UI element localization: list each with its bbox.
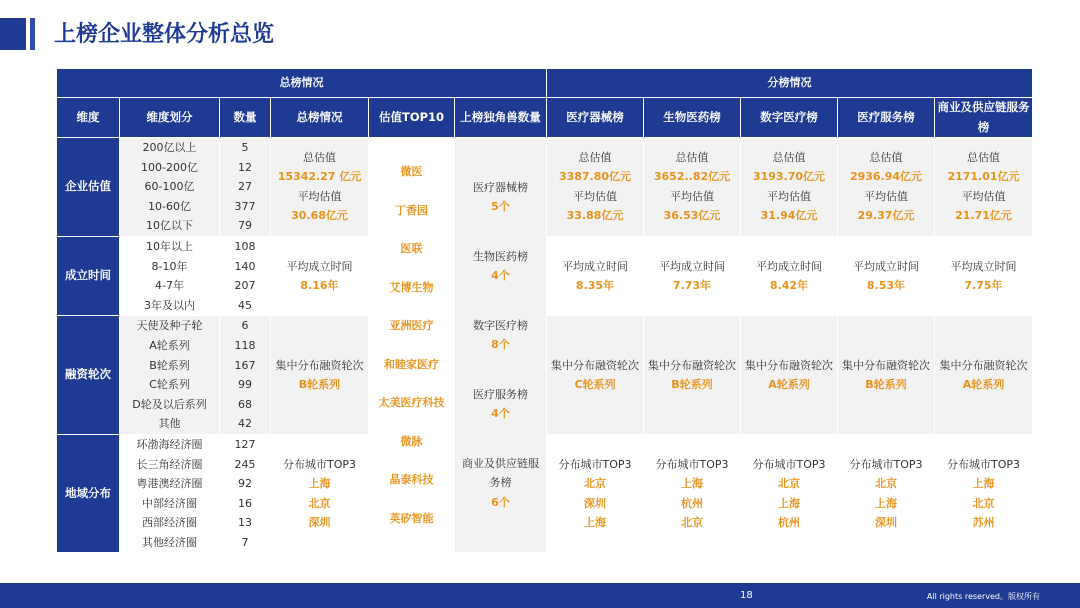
summary-value: 2936.94亿元 xyxy=(849,170,923,184)
summary-value: 30.68亿元 xyxy=(291,209,348,223)
city-value: 上海 xyxy=(972,477,995,491)
summary-value: 8.42年 xyxy=(769,279,809,293)
city-value: 北京 xyxy=(778,477,800,491)
summary-label: 集中分布融资轮次 xyxy=(842,358,930,372)
city-value: 杭州 xyxy=(681,496,703,510)
summary-value: A轮系列 xyxy=(962,378,1005,392)
division-label: 100-200亿 xyxy=(141,160,198,174)
count-value: 207 xyxy=(234,279,256,293)
city-value: 上海 xyxy=(778,496,800,510)
division-label: 其他经济圈 xyxy=(142,535,197,549)
col-header-total: 总榜情况 xyxy=(271,98,369,138)
summary-label: 平均成立时间 xyxy=(659,259,725,273)
summary-value: 3652..82亿元 xyxy=(653,170,731,184)
summary-label: 分布城市TOP3 xyxy=(655,457,729,471)
division-label: 3年及以内 xyxy=(144,298,195,312)
city-value: 深圳 xyxy=(584,496,606,510)
division-label: 粤港澳经济圈 xyxy=(136,477,203,491)
division-list xyxy=(120,138,220,237)
summary-label: 总估值 xyxy=(578,150,612,164)
top10-item: 丁香园 xyxy=(395,203,428,217)
division-label: 中部经济圈 xyxy=(142,496,197,510)
col-header-digital: 数字医疗榜 xyxy=(741,98,838,138)
division-label: A轮系列 xyxy=(149,338,190,352)
sub-summary-biopharma xyxy=(644,138,741,237)
division-list xyxy=(120,316,220,435)
top10-item: 英矽智能 xyxy=(389,511,434,525)
count-value: 167 xyxy=(234,358,256,372)
summary-value: 2171.01亿元 xyxy=(947,170,1020,184)
col-header-count: 数量 xyxy=(220,98,271,138)
total-summary xyxy=(271,236,369,315)
count-value: 92 xyxy=(238,477,252,491)
sub-summary-devices xyxy=(547,434,644,553)
city-value: 北京 xyxy=(584,477,606,491)
sub-summary-digital xyxy=(741,434,838,553)
count-value: 42 xyxy=(238,417,252,431)
division-list xyxy=(120,236,220,315)
unicorn-board: 商业及供应链服务榜 xyxy=(462,456,539,490)
summary-label: 总估值 xyxy=(772,150,806,164)
summary-label: 集中分布融资轮次 xyxy=(275,358,364,372)
copyright-notice: All rights reserved。版权所有 xyxy=(926,592,1040,601)
summary-label: 平均成立时间 xyxy=(853,259,919,273)
col-header-services: 医疗服务榜 xyxy=(838,98,935,138)
division-label: 10-60亿 xyxy=(148,199,191,213)
overview-table xyxy=(56,68,1033,553)
division-label: 西部经济圈 xyxy=(142,516,197,530)
summary-label: 集中分布融资轮次 xyxy=(745,358,833,372)
division-label: D轮及以后系列 xyxy=(132,397,207,411)
count-value: 108 xyxy=(234,239,256,253)
sub-summary-devices xyxy=(547,236,644,315)
summary-value: 21.71亿元 xyxy=(955,209,1012,223)
sub-summary-supply xyxy=(935,138,1033,237)
group-header-row xyxy=(57,69,1033,98)
city-value: 上海 xyxy=(308,477,331,491)
unicorn-count: 4个 xyxy=(491,407,510,421)
sub-summary-services xyxy=(838,138,935,237)
count-value: 140 xyxy=(234,259,256,273)
sub-summary-digital xyxy=(741,138,838,237)
summary-value: 29.37亿元 xyxy=(857,209,915,223)
summary-label: 平均成立时间 xyxy=(756,259,822,273)
division-label: C轮系列 xyxy=(149,378,190,392)
top10-item: 亚洲医疗 xyxy=(389,319,434,333)
total-summary xyxy=(271,138,369,237)
summary-value: 8.35年 xyxy=(575,279,615,293)
dimension-cell: 融资轮次 xyxy=(57,316,120,435)
top10-item: 和睦家医疗 xyxy=(384,357,439,371)
total-summary xyxy=(271,316,369,435)
sub-summary-supply xyxy=(935,236,1033,315)
summary-value: B轮系列 xyxy=(865,378,907,392)
summary-value: 3387.80亿元 xyxy=(558,170,632,184)
summary-value: 36.53亿元 xyxy=(663,209,721,223)
col-header-top10: 估值TOP10 xyxy=(369,98,455,138)
column-header-row xyxy=(57,98,1033,138)
unicorn-list xyxy=(455,138,547,553)
unicorn-board: 医疗服务榜 xyxy=(473,387,528,401)
city-value: 上海 xyxy=(875,496,897,510)
count-value: 5 xyxy=(241,141,249,154)
page-number: 18 xyxy=(740,590,753,601)
count-value: 6 xyxy=(241,319,249,333)
sub-summary-digital xyxy=(741,316,838,435)
summary-value: C轮系列 xyxy=(574,378,616,392)
summary-label: 总估值 xyxy=(303,150,336,164)
count-list xyxy=(220,138,271,237)
group-header-total: 总榜情况 xyxy=(57,69,547,98)
division-label: 其他 xyxy=(158,417,181,431)
sub-summary-biopharma xyxy=(644,236,741,315)
summary-label: 平均估值 xyxy=(864,189,908,203)
summary-label: 平均估值 xyxy=(767,189,811,203)
unicorn-count: 8个 xyxy=(491,338,510,352)
top10-item: 晶泰科技 xyxy=(389,473,434,487)
unicorn-entry xyxy=(473,247,528,286)
summary-value: 8.16年 xyxy=(300,279,339,293)
footer-bar xyxy=(0,583,1080,608)
city-value: 苏州 xyxy=(972,516,995,530)
summary-label: 平均成立时间 xyxy=(562,259,628,273)
sub-summary-supply xyxy=(935,316,1033,435)
col-header-devices: 医疗器械榜 xyxy=(547,98,644,138)
summary-label: 平均估值 xyxy=(297,189,342,203)
city-value: 北京 xyxy=(875,477,897,491)
count-value: 99 xyxy=(238,378,252,392)
division-label: 10亿以下 xyxy=(146,219,193,233)
count-value: 7 xyxy=(241,535,249,549)
count-value: 16 xyxy=(238,496,252,510)
count-list xyxy=(220,236,271,315)
count-value: 127 xyxy=(234,437,256,451)
summary-value: 15342.27 亿元 xyxy=(277,170,362,184)
summary-label: 分布城市TOP3 xyxy=(946,457,1020,471)
summary-value: 7.75年 xyxy=(964,279,1003,293)
city-value: 北京 xyxy=(972,496,995,510)
city-value: 上海 xyxy=(681,477,703,491)
summary-label: 集中分布融资轮次 xyxy=(648,358,736,372)
summary-value: 3193.70亿元 xyxy=(752,170,826,184)
top10-list xyxy=(369,138,455,553)
summary-label: 总估值 xyxy=(967,150,1000,164)
unicorn-entry xyxy=(473,316,528,355)
sub-summary-supply xyxy=(935,434,1033,553)
count-list xyxy=(220,434,271,553)
count-value: 79 xyxy=(238,219,252,233)
division-label: 10年以上 xyxy=(146,239,193,253)
count-value: 12 xyxy=(238,160,252,174)
city-value: 杭州 xyxy=(778,516,800,530)
count-value: 377 xyxy=(234,199,256,213)
group-header-sub: 分榜情况 xyxy=(547,69,1033,98)
division-label: 长三角经济圈 xyxy=(136,457,203,471)
count-value: 13 xyxy=(238,516,252,530)
city-value: 北京 xyxy=(308,496,331,510)
city-value: 上海 xyxy=(584,516,606,530)
unicorn-count: 6个 xyxy=(491,495,510,509)
summary-label: 总估值 xyxy=(675,150,709,164)
summary-label: 平均估值 xyxy=(573,189,617,203)
col-header-supply: 商业及供应链服务榜 xyxy=(935,98,1033,138)
dimension-cell: 企业估值 xyxy=(57,138,120,237)
division-list xyxy=(120,434,220,553)
top10-item: 医联 xyxy=(400,242,423,256)
top10-item: 微脉 xyxy=(400,434,423,448)
summary-label: 集中分布融资轮次 xyxy=(551,358,639,372)
division-label: 60-100亿 xyxy=(144,180,195,194)
summary-value: 31.94亿元 xyxy=(760,209,818,223)
col-header-division: 维度划分 xyxy=(120,98,220,138)
summary-value: A轮系列 xyxy=(768,378,810,392)
count-value: 45 xyxy=(238,298,252,312)
summary-label: 平均成立时间 xyxy=(950,259,1017,273)
summary-value: 7.73年 xyxy=(672,279,712,293)
col-header-biopharma: 生物医药榜 xyxy=(644,98,741,138)
section-valuation xyxy=(57,138,1033,237)
division-label: 8-10年 xyxy=(151,259,188,273)
summary-label: 总估值 xyxy=(869,150,903,164)
top10-item: 艾博生物 xyxy=(389,280,434,294)
sub-summary-services xyxy=(838,316,935,435)
division-label: 4-7年 xyxy=(155,279,184,293)
division-label: B轮系列 xyxy=(149,358,190,372)
unicorn-board: 医疗器械榜 xyxy=(473,180,528,194)
count-value: 27 xyxy=(238,180,252,194)
sub-summary-services xyxy=(838,236,935,315)
unicorn-count: 4个 xyxy=(491,269,510,283)
top10-item: 太美医疗科技 xyxy=(378,396,445,410)
summary-value: B轮系列 xyxy=(671,378,713,392)
count-list xyxy=(220,316,271,435)
sub-summary-devices xyxy=(547,316,644,435)
unicorn-entry xyxy=(473,385,528,424)
summary-label: 分布城市TOP3 xyxy=(752,457,826,471)
summary-label: 平均估值 xyxy=(670,189,714,203)
unicorn-board: 数字医疗榜 xyxy=(473,318,528,332)
summary-label: 分布城市TOP3 xyxy=(558,457,632,471)
title-accent-bar xyxy=(0,18,26,50)
city-value: 深圳 xyxy=(875,516,897,530)
count-value: 118 xyxy=(234,338,256,352)
count-value: 245 xyxy=(234,457,256,471)
summary-label: 分布城市TOP3 xyxy=(282,457,356,471)
division-label: 环渤海经济圈 xyxy=(136,437,203,451)
unicorn-entry xyxy=(460,454,542,513)
total-summary xyxy=(271,434,369,553)
sub-summary-biopharma xyxy=(644,434,741,553)
dimension-cell: 成立时间 xyxy=(57,236,120,315)
summary-label: 平均估值 xyxy=(961,189,1006,203)
city-value: 北京 xyxy=(681,516,703,530)
col-header-dimension: 维度 xyxy=(57,98,120,138)
unicorn-board: 生物医药榜 xyxy=(473,249,528,263)
unicorn-entry xyxy=(473,178,528,217)
title-accent-bar-thin xyxy=(30,18,35,50)
summary-label: 集中分布融资轮次 xyxy=(939,358,1028,372)
summary-value: B轮系列 xyxy=(298,378,341,392)
col-header-unicorns: 上榜独角兽数量 xyxy=(455,98,547,138)
sub-summary-biopharma xyxy=(644,316,741,435)
summary-label: 分布城市TOP3 xyxy=(849,457,923,471)
division-label: 200亿以上 xyxy=(142,141,197,154)
city-value: 深圳 xyxy=(308,516,331,530)
sub-summary-digital xyxy=(741,236,838,315)
top10-item: 微医 xyxy=(400,165,423,179)
summary-label: 平均成立时间 xyxy=(286,259,353,273)
page-title: 上榜企业整体分析总览 xyxy=(54,22,275,47)
sub-summary-services xyxy=(838,434,935,553)
count-value: 68 xyxy=(238,397,252,411)
summary-value: 8.53年 xyxy=(866,279,906,293)
summary-value: 33.88亿元 xyxy=(566,209,624,223)
unicorn-count: 5个 xyxy=(491,200,510,214)
sub-summary-devices xyxy=(547,138,644,237)
division-label: 天使及种子轮 xyxy=(136,319,203,333)
dimension-cell: 地域分布 xyxy=(57,434,120,553)
